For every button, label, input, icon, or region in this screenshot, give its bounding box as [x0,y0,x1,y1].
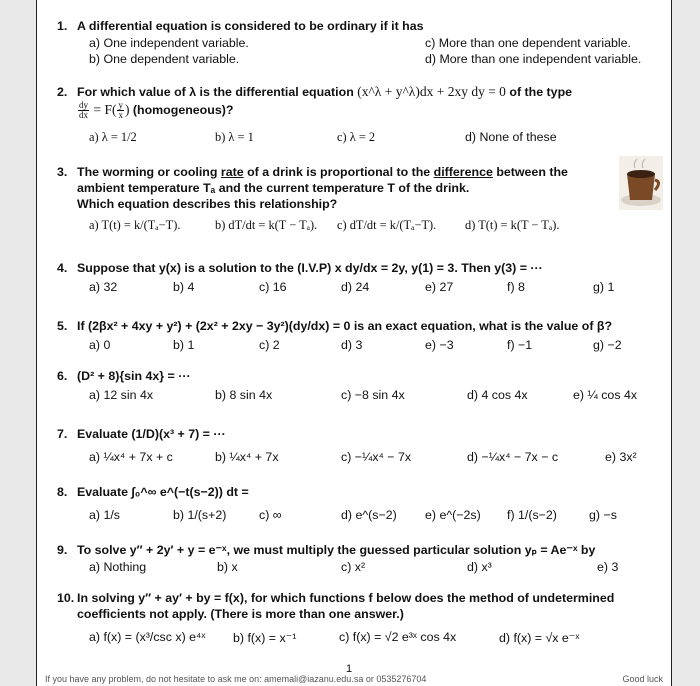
question-1-stem: A differential equation is considered to be ordinary if it has [77,19,424,33]
footer-contact: If you have any problem, do not hesitate to ask me on: amemali@iazanu.edu.sa or 0535276704 [45,674,427,684]
q6-option-c[interactable]: c) −8 sin 4x [341,388,405,402]
q2-option-b[interactable]: b) λ = 1 [215,130,254,144]
q3-option-c[interactable]: c) dT/dt = k/(Tₐ−T). [337,218,437,232]
q2-type-line: $\frac{dy}{dx}$ = F( $\frac{y}{x}$ ) (homogeneous)? [79,100,234,120]
q7-option-a[interactable]: a) ¼x⁴ + 7x + c [89,450,173,464]
q7-option-e[interactable]: e) 3x² [605,450,637,464]
q1-option-d[interactable]: d) More than one independent variable. [425,52,642,66]
question-4: 4. Suppose that y(x) is a solution to the (I.V.P) x dy/dx = 2y, y(1) = 3. Then y(3) = ··· [57,260,657,276]
q10-option-d[interactable]: d) f(x) = √x e⁻ˣ [499,631,580,645]
q5-option-d[interactable]: d) 3 [341,338,363,352]
q8-option-g[interactable]: g) −s [589,508,617,522]
q2-option-d[interactable]: d) None of these [465,130,557,144]
q9-option-b[interactable]: b) x [217,560,238,574]
q5-option-f[interactable]: f) −1 [507,338,533,352]
q5-option-e[interactable]: e) −3 [425,338,454,352]
question-8-stem: Evaluate ∫₀^∞ e^(−t(s−2)) dt = [77,485,249,499]
question-5-stem: If (2βx² + 4xy + y²) + (2x² + 2xy − 3y²)(dy/dx) = 0 is an exact equation, what is the value of β? [77,319,613,333]
q4-option-b[interactable]: b) 4 [173,280,195,294]
question-10-stem: In solving y″ + ay′ + by = f(x), for which functions f below does the method of undetermined [77,591,615,605]
q4-option-c[interactable]: c) 16 [259,280,287,294]
q1-option-c[interactable]: c) More than one dependent variable. [425,36,631,50]
q2-option-a[interactable]: a) λ = 1/2 [89,130,137,144]
coffee-cup-image [619,156,663,210]
footer-good-luck: Good luck [622,674,663,684]
q2-option-c[interactable]: c) λ = 2 [337,130,376,144]
question-6: 6. (D² + 8){sin 4x} = ··· [57,368,657,384]
question-9-stem: To solve y″ + 2y′ + y = e⁻ˣ, we must multiply the guessed particular solution yₚ = Ae⁻ˣ by [77,543,596,557]
exam-sheet [36,0,672,686]
q5-option-c[interactable]: c) 2 [259,338,280,352]
q5-option-g[interactable]: g) −2 [593,338,622,352]
q4-option-a[interactable]: a) 32 [89,280,118,294]
q6-option-e[interactable]: e) ¼ cos 4x [573,388,638,402]
q4-option-d[interactable]: d) 24 [341,280,370,294]
question-5: 5. If (2βx² + 4xy + y²) + (2x² + 2xy − 3y²)(dy/dx) = 0 is an exact equation, what is the value of β? [57,318,657,334]
q9-option-d[interactable]: d) x³ [467,560,492,574]
q7-option-b[interactable]: b) ¼x⁴ + 7x [215,450,279,464]
q8-option-f[interactable]: f) 1/(s−2) [507,508,557,522]
question-3: 3. The worming or cooling rate of a drink is proportional to the difference between the ambient temperature Tₐ and the current temperature T of the drink. Which equation describes this relationship? [57,164,657,212]
q9-option-a[interactable]: a) Nothing [89,560,147,574]
question-1: 1. A differential equation is considered to be ordinary if it has [57,18,657,34]
q1-option-a[interactable]: a) One independent variable. [89,36,249,50]
q8-option-d[interactable]: d) e^(s−2) [341,508,397,522]
question-6-stem: (D² + 8){sin 4x} = ··· [77,369,191,383]
q2-equation: (x^λ + y^λ)dx + 2xy dy = 0 [357,84,506,99]
q1-option-b[interactable]: b) One dependent variable. [89,52,240,66]
q9-option-e[interactable]: e) 3 [597,560,619,574]
question-9: 9. To solve y″ + 2y′ + y = e⁻ˣ, we must multiply the guessed particular solution yₚ = Ae⁻ˣ by [57,542,657,558]
q10-option-b[interactable]: b) f(x) = x⁻¹ [233,631,297,645]
q8-option-a[interactable]: a) 1/s [89,508,120,522]
q3-option-b[interactable]: b) dT/dt = k(T − Tₐ). [215,218,318,232]
question-3-stem: The worming or cooling rate of a drink is proportional to the difference between the [77,165,568,179]
question-7-stem: Evaluate (1/D)(x³ + 7) = ··· [77,427,226,441]
q3-option-d[interactable]: d) T(t) = k(T − Tₐ). [465,218,560,232]
page-number: 1 [346,663,353,675]
q7-option-d[interactable]: d) −¼x⁴ − 7x − c [467,450,559,464]
q6-option-a[interactable]: a) 12 sin 4x [89,388,154,402]
q4-option-g[interactable]: g) 1 [593,280,615,294]
footer [37,672,671,686]
q6-option-d[interactable]: d) 4 cos 4x [467,388,528,402]
question-2: 2. For which value of λ is the differential equation (x^λ + y^λ)dx + 2xy dy = 0 of the type [57,84,657,100]
q6-option-b[interactable]: b) 8 sin 4x [215,388,273,402]
q4-option-f[interactable]: f) 8 [507,280,525,294]
question-8: 8. Evaluate ∫₀^∞ e^(−t(s−2)) dt = [57,484,657,500]
dy-dx-fraction: $\frac{dy}{dx}$ [79,100,88,120]
q5-option-b[interactable]: b) 1 [173,338,195,352]
q8-option-e[interactable]: e) e^(−2s) [425,508,481,522]
q10-option-c[interactable]: c) f(x) = √2 e³ˣ cos 4x [339,630,457,644]
q8-option-b[interactable]: b) 1/(s+2) [173,508,227,522]
q8-option-c[interactable]: c) ∞ [259,508,282,522]
question-4-stem: Suppose that y(x) is a solution to the (I.V.P) x dy/dx = 2y, y(1) = 3. Then y(3) = ··· [77,261,543,275]
q5-option-a[interactable]: a) 0 [89,338,111,352]
q10-option-a[interactable]: a) f(x) = (x³/csc x) e⁴ˣ [89,630,206,644]
question-10: 10. In solving y″ + ay′ + by = f(x), for which functions f below does the method of undetermined coefficients not apply. (There is more than one answer.) [57,590,657,622]
q3-option-a[interactable]: a) T(t) = k/(Tₐ−T). [89,218,181,232]
q7-option-c[interactable]: c) −¼x⁴ − 7x [341,450,412,464]
question-7: 7. Evaluate (1/D)(x³ + 7) = ··· [57,426,657,442]
q9-option-c[interactable]: c) x² [341,560,366,574]
question-2-stem: For which value of λ is the differential equation (x^λ + y^λ)dx + 2xy dy = 0 of the type [77,84,573,99]
q4-option-e[interactable]: e) 27 [425,280,454,294]
